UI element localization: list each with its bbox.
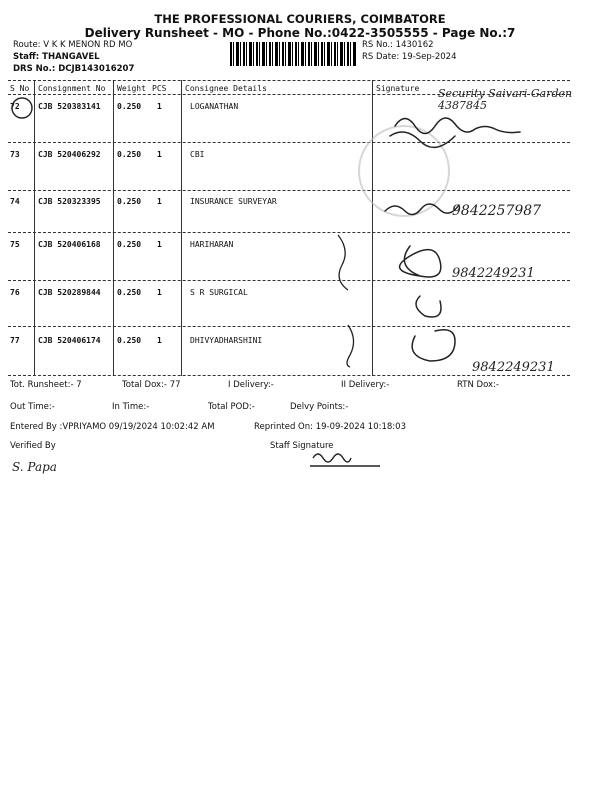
row-consignee: S R SURGICAL (190, 288, 248, 297)
col-header-consignment: Consignment No (38, 84, 106, 93)
reprinted-on: Reprinted On: 19-09-2024 10:18:03 (254, 422, 406, 432)
row-sno: 74 (10, 197, 20, 206)
row-consignee: INSURANCE SURVEYAR (190, 197, 277, 206)
barcode (230, 42, 356, 66)
row-signature-note: Security Saivari Garden 4387845 (438, 87, 573, 112)
col-header-consignee: Consignee Details (185, 84, 267, 93)
staff-label: Staff: THANGAVEL (13, 52, 100, 62)
handwritten-signatures (370, 96, 590, 376)
total-runsheet: Tot. Runsheet:- 7 (10, 380, 82, 390)
rs-date: RS Date: 19-Sep-2024 (362, 52, 457, 62)
rs-number: RS No.: 1430162 (362, 40, 434, 50)
row-consignment: CJB 520383141 (38, 102, 101, 111)
row-consignee: CBI (190, 150, 205, 159)
row-sno: 72 (10, 102, 20, 111)
col-header-signature: Signature (376, 84, 420, 93)
row-signature-note: 9842249231 (472, 360, 555, 375)
col-divider (34, 80, 35, 376)
row-sno: 77 (10, 336, 20, 345)
total-pod: Total POD:- (208, 402, 255, 412)
staff-signature-mark (308, 448, 388, 470)
row-pcs: 1 (157, 288, 162, 297)
row-consignment: CJB 520406292 (38, 150, 101, 159)
col-header-pcs: PCS (152, 84, 167, 93)
row-pcs: 1 (157, 197, 162, 206)
rtn-dox: RTN Dox:- (457, 380, 499, 390)
total-dox: Total Dox:- 77 (122, 380, 181, 390)
row-pcs: 1 (157, 336, 162, 345)
row-weight: 0.250 (117, 150, 142, 159)
row-weight: 0.250 (117, 240, 142, 249)
row-weight: 0.250 (117, 102, 142, 111)
runsheet-subtitle: Delivery Runsheet - MO - Phone No.:0422-3505555 - Page No.:7 (84, 26, 516, 40)
row-weight: 0.250 (117, 288, 142, 297)
row-consignment: CJB 520406174 (38, 336, 101, 345)
i-delivery: I Delivery:- (228, 380, 274, 390)
row-consignment: CJB 520406168 (38, 240, 101, 249)
circle-mark-icon (10, 96, 36, 122)
row-consignee: LOGANATHAN (190, 102, 239, 111)
row-sno: 73 (10, 150, 20, 159)
verified-by-label: Verified By (10, 441, 56, 451)
row-signature-note: 9842249231 (452, 266, 535, 281)
col-divider (113, 80, 114, 376)
col-header-sno: S No (10, 84, 30, 93)
drs-number: DRS No.: DCJB143016207 (13, 64, 135, 74)
row-weight: 0.250 (117, 197, 142, 206)
entered-by: Entered By :VPRIYAMO 09/19/2024 10:02:42 AM (10, 422, 215, 432)
staff-signature-label: Staff Signature (270, 441, 334, 451)
delvy-points: Delvy Points:- (290, 402, 349, 412)
row-consignment: CJB 520323395 (38, 197, 101, 206)
row-weight: 0.250 (117, 336, 142, 345)
row-consignment: CJB 520289844 (38, 288, 101, 297)
in-time: In Time:- (112, 402, 150, 412)
row-pcs: 1 (157, 102, 162, 111)
row-signature-note: 9842257987 (452, 203, 542, 219)
bracket-marks (330, 230, 360, 370)
col-header-weight: Weight (117, 84, 146, 93)
company-title: THE PROFESSIONAL COURIERS, COIMBATORE (154, 12, 446, 26)
row-sno: 75 (10, 240, 20, 249)
row-pcs: 1 (157, 150, 162, 159)
row-pcs: 1 (157, 240, 162, 249)
ii-delivery: II Delivery:- (341, 380, 390, 390)
row-consignee: DHIVYADHARSHINI (190, 336, 263, 345)
route-label: Route: V K K MENON RD MO (13, 40, 133, 50)
verified-signature: S. Papa (12, 460, 57, 474)
out-time: Out Time:- (10, 402, 55, 412)
table-top-rule (8, 80, 570, 81)
row-consignee: HARIHARAN (190, 240, 234, 249)
col-divider (181, 80, 182, 376)
row-sno: 76 (10, 288, 20, 297)
